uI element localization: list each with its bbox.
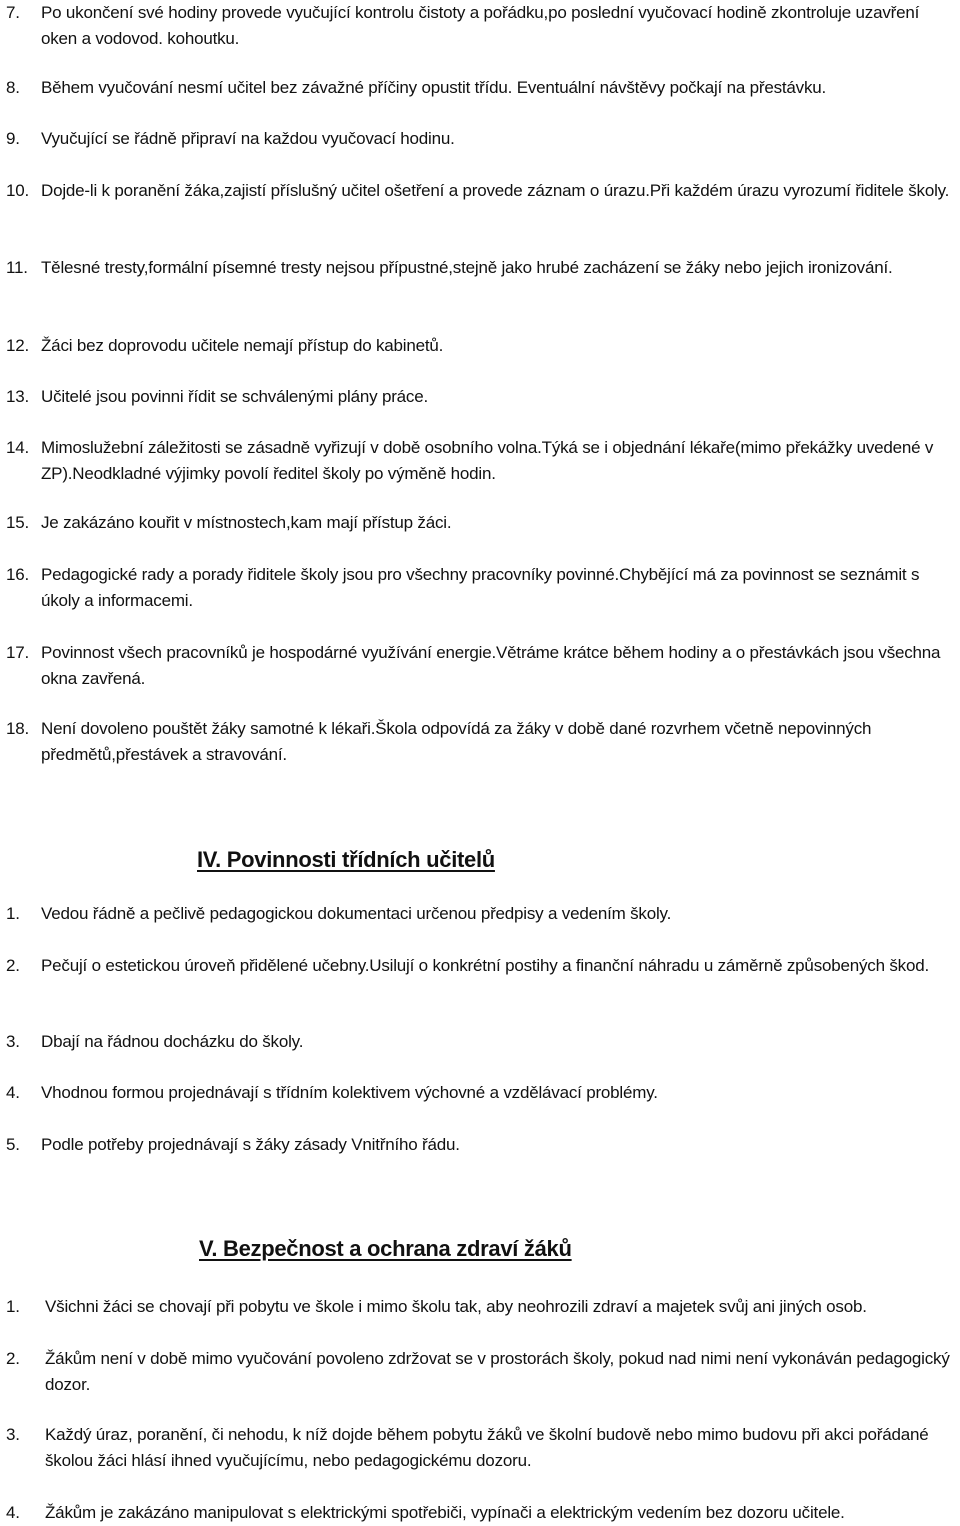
item-number: 1. (6, 1297, 20, 1316)
section-heading: IV. Povinnosti třídních učitelů (197, 847, 495, 872)
item-text: Učitelé jsou povinni řídit se schválenými plány práce. (41, 387, 428, 406)
item-number: 10. (6, 181, 30, 200)
item-number: 2. (6, 1349, 20, 1368)
item-text: Není dovoleno pouštět žáky samotné k lékaři.Škola odpovídá za žáky v době dané rozvrhem včetně nepovinných předmětů,přestávek a stravování. (41, 719, 872, 764)
item-number: 5. (6, 1135, 20, 1154)
section-heading: V. Bezpečnost a ochrana zdraví žáků (199, 1236, 572, 1261)
item-number: 12. (6, 336, 30, 355)
item-number: 4. (6, 1083, 20, 1102)
item-number: 14. (6, 438, 30, 457)
item-text: Vedou řádně a pečlivě pedagogickou dokumentaci určenou předpisy a vedením školy. (41, 904, 672, 923)
item-number: 3. (6, 1425, 20, 1444)
item-text: Všichni žáci se chovají při pobytu ve škole i mimo školu tak, aby neohrozili zdraví a majetek svůj ani jiných osob. (45, 1297, 867, 1316)
item-number: 1. (6, 904, 20, 923)
item-number: 7. (6, 3, 20, 22)
item-text: Mimoslužební záležitosti se zásadně vyřizují v době osobního volna.Týká se i objednání lékaře(mimo překážky uvedené v ZP).Neodkladné výjimky povolí ředitel školy po výměně hodin. (41, 438, 934, 483)
item-number: 15. (6, 513, 30, 532)
item-text: Pedagogické rady a porady řiditele školy jsou pro všechny pracovníky povinné.Chybějící má za povinnost se seznámit s úkoly a informacemi. (41, 565, 920, 610)
item-number: 18. (6, 719, 30, 738)
item-text: Je zakázáno kouřit v místnostech,kam mají přístup žáci. (41, 513, 452, 532)
item-text: Každý úraz, poranění, či nehodu, k níž dojde během pobytu žáků ve školní budově nebo mimo budovu při akci pořádané školou žáci hlásí ihned vyučujícímu, nebo pedagogickému dozoru. (45, 1425, 929, 1470)
item-number: 11. (6, 258, 28, 277)
item-number: 4. (6, 1503, 20, 1522)
item-text: Žákům není v době mimo vyučování povoleno zdržovat se v prostorách školy, pokud nad nimi není vykonáván pedagogický dozor. (45, 1349, 950, 1394)
item-number: 3. (6, 1032, 20, 1051)
item-text: Vyučující se řádně připraví na každou vyučovací hodinu. (41, 129, 455, 148)
item-number: 17. (6, 643, 30, 662)
item-text: Pečují o estetickou úroveň přidělené učebny.Usilují o konkrétní postihy a finanční náhradu u záměrně způsobených škod. (41, 956, 930, 975)
item-text: Žáci bez doprovodu učitele nemají přístup do kabinetů. (41, 336, 444, 355)
item-text: Dbají na řádnou docházku do školy. (41, 1032, 304, 1051)
item-number: 9. (6, 129, 20, 148)
item-number: 16. (6, 565, 30, 584)
item-text: Po ukončení své hodiny provede vyučující kontrolu čistoty a pořádku,po poslední vyučovací hodině zkontroluje uzavření oken a vodovod. kohoutku. (41, 3, 920, 48)
item-number: 13. (6, 387, 30, 406)
item-number: 2. (6, 956, 20, 975)
item-text: Žákům je zakázáno manipulovat s elektrickými spotřebiči, vypínači a elektrickým vedením bez dozoru učitele. (45, 1503, 845, 1522)
item-text: Během vyučování nesmí učitel bez závažné příčiny opustit třídu. Eventuální návštěvy počkají na přestávku. (41, 78, 827, 97)
item-text: Povinnost všech pracovníků je hospodárné využívání energie.Větráme krátce během hodiny a o přestávkách jsou všechna okna zavřená. (41, 643, 941, 688)
item-text: Vhodnou formou projednávají s třídním kolektivem výchovné a vzdělávací problémy. (41, 1083, 658, 1102)
item-text: Podle potřeby projednávají s žáky zásady Vnitřního řádu. (41, 1135, 460, 1154)
item-number: 8. (6, 78, 20, 97)
item-text: Dojde-li k poranění žáka,zajistí příslušný učitel ošetření a provede záznam o úrazu.Při každém úrazu vyrozumí řiditele školy. (41, 181, 950, 200)
item-text: Tělesné tresty,formální písemné tresty nejsou přípustné,stejně jako hrubé zacházení se žáky nebo jejich ironizování. (41, 258, 893, 277)
